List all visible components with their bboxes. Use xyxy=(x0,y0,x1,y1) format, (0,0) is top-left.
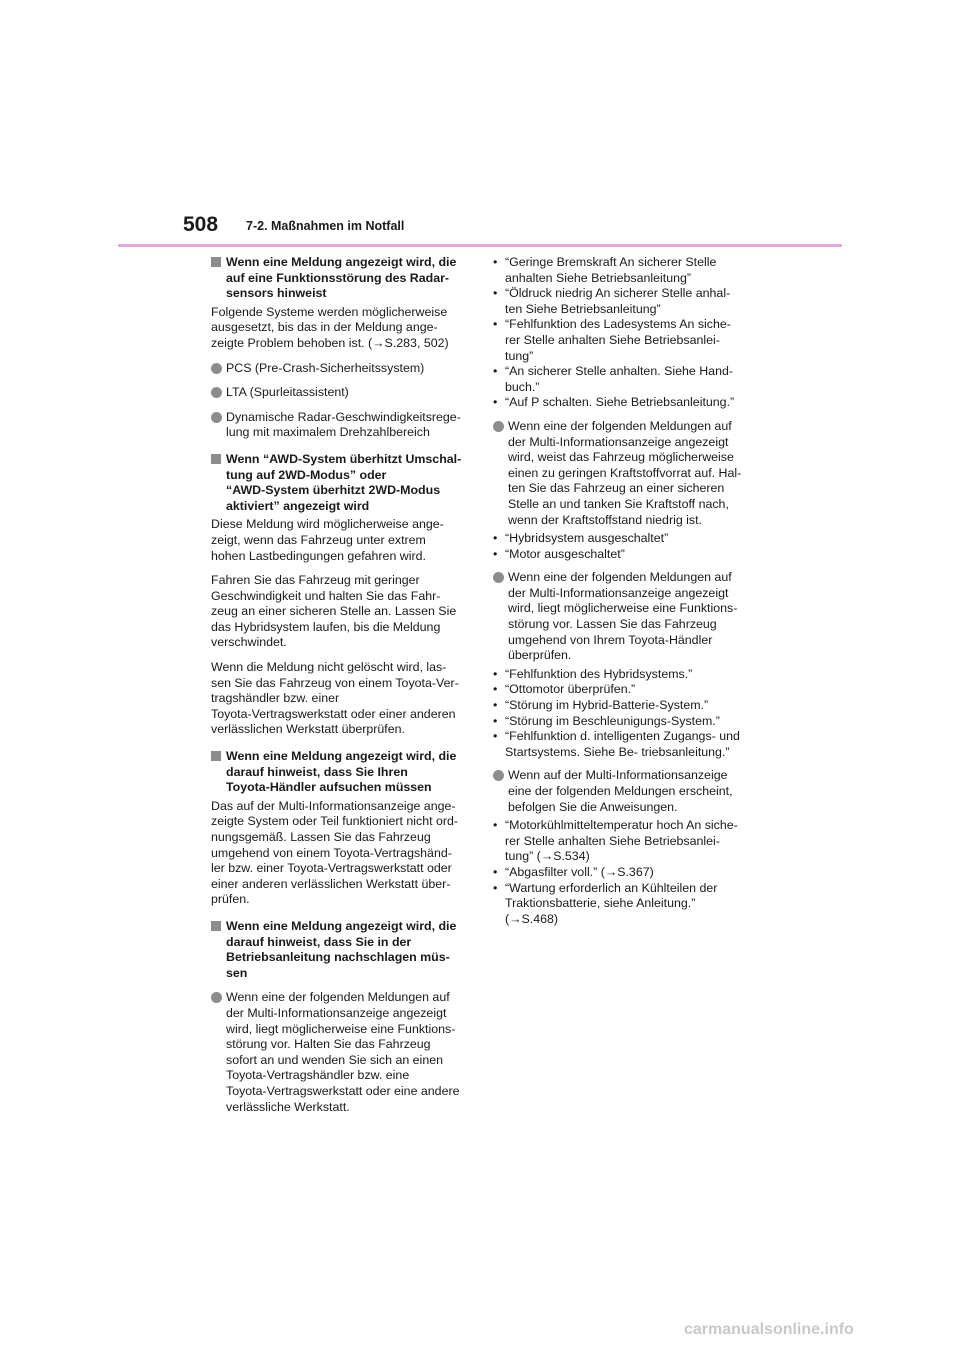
list-item-follow-instructions: Wenn auf der Multi-Informationsanzeige eine der folgenden Meldungen erscheint, befolgen Sie die Anweisungen. xyxy=(493,768,751,815)
bullet-item: • “Geringe Bremskraft An sicherer Stelle anhalten Siehe Betriebsanleitung” xyxy=(493,255,717,285)
list-item-low-fuel: Wenn eine der folgenden Meldungen auf der Multi-Informationsanzeige angezeigt wird, weist das Fahrzeug möglicherweise einen zu geringen Kraftstoffvorrat auf. Hal- ten Sie das Fahrzeug an einer sicheren Stelle an und tanken Sie Kraftstoff nach, wenn der Kraftstoffstand niedrig ist. xyxy=(493,419,751,528)
bullet-item: • “Fehlfunktion des Ladesystems An siche- rer Stelle anhalten Siehe Betriebsanlei- tung” xyxy=(493,317,731,363)
bullet-item: • “Fehlfunktion d. intelligenten Zugangs- und Startsystems. Siehe Be- triebsanleitung.” xyxy=(493,729,740,759)
list-item-radar-cruise: Dynamische Radar-Geschwindigkeitsrege- lung mit maximalem Drehzahlbereich xyxy=(211,410,468,441)
paragraph: Das auf der Multi-Informationsanzeige ange- zeigte System oder Teil funktioniert nicht ord- nungsgemäß. Lassen Sie das Fahrzeug umgehend von einem Toyota-Vertragshänd- ler bzw. einer Toyota-Vertragswerkstatt oder einer anderen verlässlichen Werkstatt über- prüfen. xyxy=(211,798,459,907)
paragraph: Wenn die Meldung nicht gelöscht wird, las- sen Sie das Fahrzeug von einem Toyota-Ver- tragshändler bzw. einer Toyota-Vertragswerkstatt oder einer anderen verlässlichen Werkstatt überprüfen. xyxy=(211,660,459,737)
header-rule xyxy=(118,244,842,247)
square-bullet-icon xyxy=(211,751,221,761)
heading-awd-overheat: Wenn “AWD-System überhitzt Umschal- tung auf 2WD-Modus” oder “AWD-System überhitzt 2WD-Modus aktiviert” angezeigt wird xyxy=(211,452,468,514)
square-bullet-icon xyxy=(211,454,221,464)
bullet-item: • “Auf P schalten. Siehe Betriebsanleitung.” xyxy=(493,395,735,410)
paragraph: Folgende Systeme werden möglicherweise ausgesetzt, bis das in der Meldung ange- zeigte Problem behoben ist. (→S.283, 502) xyxy=(211,304,449,350)
circle-bullet-icon xyxy=(493,421,504,432)
heading-owner-manual: Wenn eine Meldung angezeigt wird, die darauf hinweist, dass Sie in der Betriebsanleitung nachschlagen müs- sen xyxy=(211,919,468,981)
bullet-item: • “An sicherer Stelle anhalten. Siehe Hand- buch.” xyxy=(493,364,733,394)
circle-bullet-icon xyxy=(211,387,222,398)
bullet-item: • “Abgasfilter voll.” (→S.367) xyxy=(493,864,654,879)
right-column xyxy=(493,255,751,927)
list-item-hybrid-malfunction: Wenn eine der folgenden Meldungen auf der Multi-Informationsanzeige angezeigt wird, liegt möglicherweise eine Funktions- störung vor. Lassen Sie das Fahrzeug umgehend von Ihrem Toyota-Händler überprüfen. xyxy=(493,570,751,664)
bullet-item: • “Motorkühlmitteltemperatur hoch An siche- rer Stelle anhalten Siehe Betriebsanlei- tung” (→S.534) xyxy=(493,818,738,864)
circle-bullet-icon xyxy=(211,363,222,374)
circle-bullet-icon xyxy=(211,992,222,1003)
list-item-pcs: PCS (Pre-Crash-Sicherheitssystem) xyxy=(211,361,468,377)
bullet-item: • “Hybridsystem ausgeschaltet” xyxy=(493,531,669,546)
bullet-item: • “Störung im Beschleunigungs-System.” xyxy=(493,713,720,728)
bullet-item: • “Wartung erforderlich an Kühlteilen der Traktionsbatterie, siehe Anleitung.” (→S.468) xyxy=(493,880,718,926)
square-bullet-icon xyxy=(211,257,221,267)
circle-bullet-icon xyxy=(211,412,222,423)
bullet-item: • “Motor ausgeschaltet” xyxy=(493,546,625,561)
list-item-malfunction: Wenn eine der folgenden Meldungen auf der Multi-Informationsanzeige angezeigt wird, liegt möglicherweise eine Funktions- störung vor. Halten Sie das Fahrzeug sofort an und wenden Sie sich an einen Toyota-Vertragshändler bzw. eine Toyota-Vertragswerkstatt oder eine andere verlässliche Werkstatt. xyxy=(211,990,468,1115)
bullet-item: • “Störung im Hybrid-Batterie-System.” xyxy=(493,698,709,713)
paragraph: Fahren Sie das Fahrzeug mit geringer Geschwindigkeit und halten Sie das Fahr- zeug an einer sicheren Stelle an. Lassen Sie das Hybridsystem laufen, bis die Meldung verschwindet. xyxy=(211,573,457,650)
paragraph: Diese Meldung wird möglicherweise ange- zeigt, wenn das Fahrzeug unter extrem hohen Lastbedingungen gefahren wird. xyxy=(211,517,444,563)
circle-bullet-icon xyxy=(493,770,504,781)
bullet-item: • “Öldruck niedrig An sicherer Stelle anhal- ten Siehe Betriebsanleitung” xyxy=(493,286,731,316)
heading-radar-sensor: Wenn eine Meldung angezeigt wird, die auf eine Funktionsstörung des Radar- sensors hinweist xyxy=(211,255,468,302)
bullet-item: • “Fehlfunktion des Hybridsystems.” xyxy=(493,666,693,681)
heading-toyota-dealer: Wenn eine Meldung angezeigt wird, die darauf hinweist, dass Sie Ihren Toyota-Händler aufsuchen müssen xyxy=(211,749,468,796)
section-title: 7-2. Maßnahmen im Notfall xyxy=(246,219,405,233)
page-number: 508 xyxy=(183,213,219,236)
circle-bullet-icon xyxy=(493,572,504,583)
square-bullet-icon xyxy=(211,921,221,931)
watermark: carmanualsonline.info xyxy=(684,1321,854,1338)
bullet-item: • “Ottomotor überprüfen.” xyxy=(493,682,636,697)
list-item-lta: LTA (Spurleitassistent) xyxy=(211,385,468,401)
left-column xyxy=(211,255,468,1118)
